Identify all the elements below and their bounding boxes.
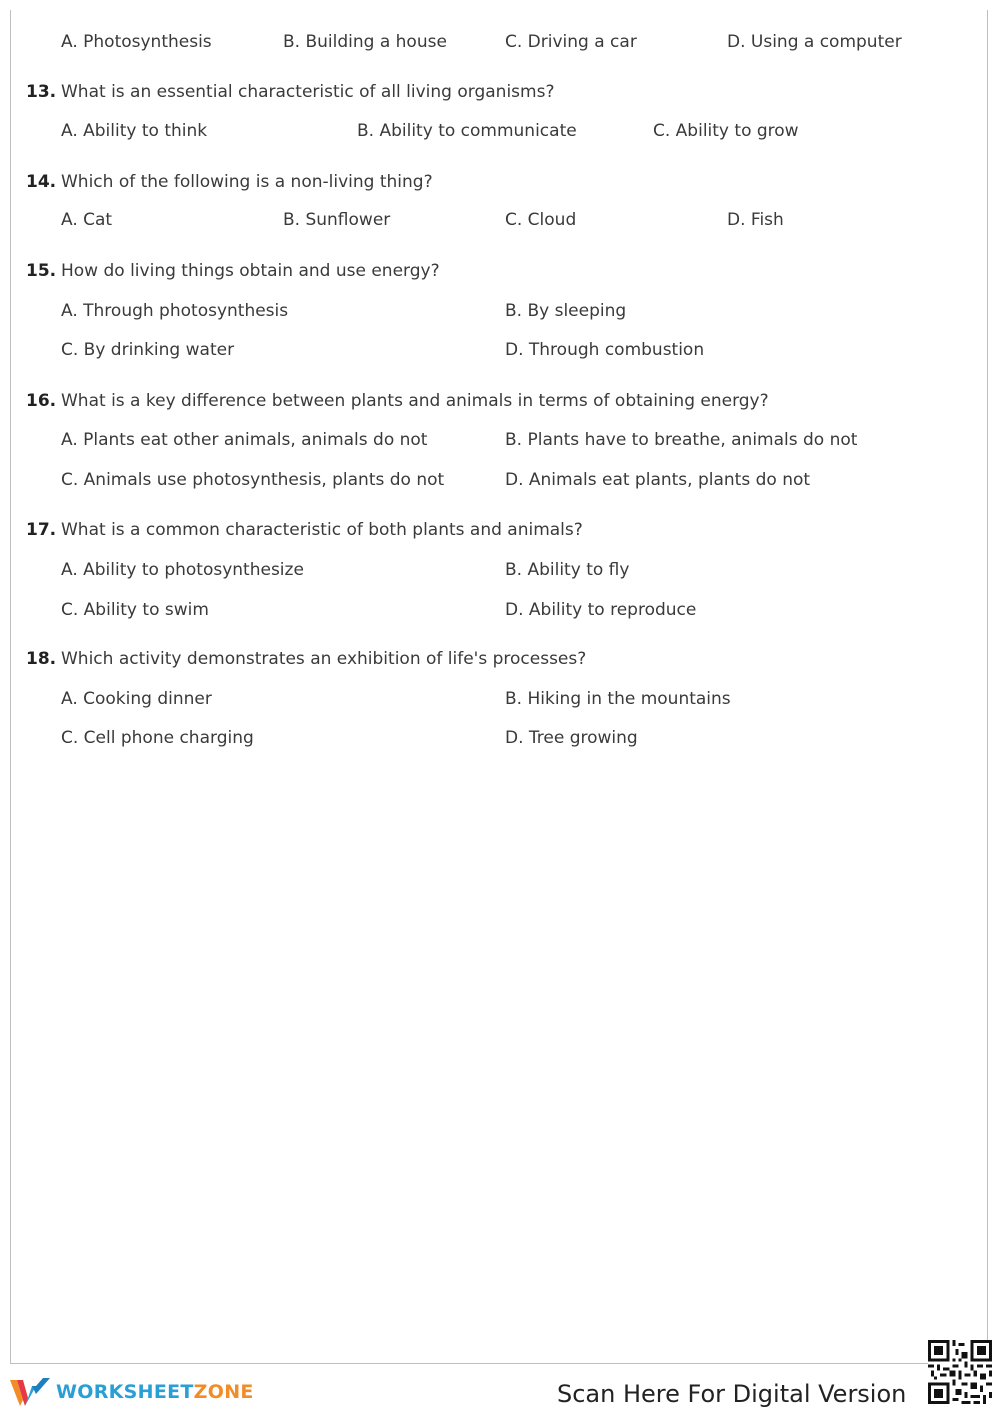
brand-name-part2: ZONE (193, 1381, 254, 1403)
option-c: C. Driving a car (505, 32, 637, 52)
option-a: A. Photosynthesis (61, 32, 212, 52)
option-a: A. Plants eat other animals, animals do not (61, 430, 428, 450)
question-14 (26, 172, 433, 192)
option-d: D. Ability to reproduce (505, 600, 697, 620)
option-a: A. Through photosynthesis (61, 301, 289, 321)
worksheetzone-logo-icon (10, 1376, 50, 1408)
question-number: 18. (26, 649, 57, 669)
option-c: C. Ability to swim (61, 600, 209, 620)
question-16 (26, 391, 769, 411)
brand-name (56, 1381, 254, 1403)
option-c: C. By drinking water (61, 340, 235, 360)
brand-name-part1: WORKSHEET (56, 1381, 194, 1403)
question-number: 13. (26, 82, 57, 102)
option-a: A. Cooking dinner (61, 689, 212, 709)
brand-logo[interactable] (10, 1376, 254, 1408)
question-text: Which activity demonstrates an exhibition of life's processes? (61, 649, 587, 669)
option-b: B. Ability to fly (505, 560, 630, 580)
page-frame (10, 10, 988, 1364)
question-15 (26, 261, 440, 281)
question-17 (26, 520, 583, 540)
option-c: C. Cell phone charging (61, 728, 254, 748)
option-d: D. Using a computer (727, 32, 902, 52)
option-a: A. Ability to photosynthesize (61, 560, 304, 580)
question-text: What is a key difference between plants and animals in terms of obtaining energy? (61, 391, 769, 411)
footer (0, 1366, 1000, 1414)
option-b: B. Hiking in the mountains (505, 689, 731, 709)
question-text: How do living things obtain and use energy? (61, 261, 440, 281)
option-c: C. Ability to grow (653, 121, 799, 141)
option-b: B. Sunflower (283, 210, 391, 230)
option-b: B. Building a house (283, 32, 447, 52)
question-text: What is an essential characteristic of all living organisms? (61, 82, 555, 102)
option-b: B. By sleeping (505, 301, 627, 321)
question-text: What is a common characteristic of both plants and animals? (61, 520, 583, 540)
option-a: A. Ability to think (61, 121, 208, 141)
option-c: C. Animals use photosynthesis, plants do not (61, 470, 445, 490)
question-number: 15. (26, 261, 57, 281)
scan-caption: Scan Here For Digital Version (557, 1380, 907, 1408)
question-18 (26, 649, 586, 669)
question-number: 16. (26, 391, 57, 411)
question-13 (26, 82, 554, 102)
option-b: B. Ability to communicate (357, 121, 577, 141)
option-a: A. Cat (61, 210, 113, 230)
option-c: C. Cloud (505, 210, 577, 230)
option-d: D. Animals eat plants, plants do not (505, 470, 811, 490)
question-text: Which of the following is a non-living thing? (61, 172, 433, 192)
option-b: B. Plants have to breathe, animals do not (505, 430, 858, 450)
option-d: D. Fish (727, 210, 784, 230)
question-number: 14. (26, 172, 57, 192)
option-d: D. Through combustion (505, 340, 705, 360)
question-number: 17. (26, 520, 57, 540)
option-d: D. Tree growing (505, 728, 638, 748)
